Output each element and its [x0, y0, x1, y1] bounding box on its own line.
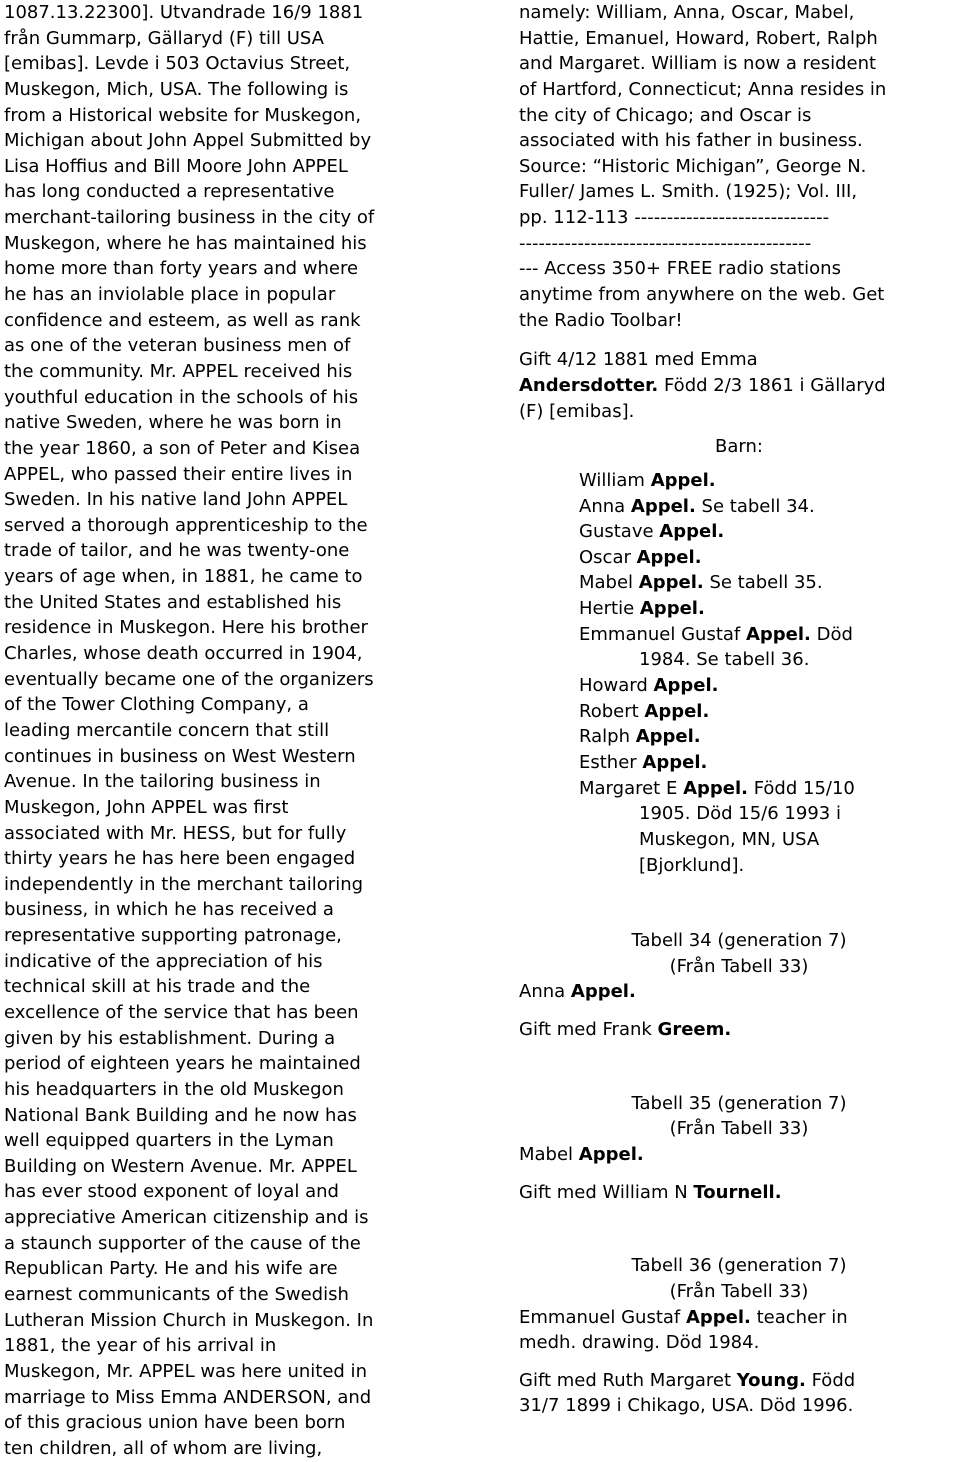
- text-line: Michigan about John Appel Submitted by: [4, 130, 372, 152]
- text-line: the Radio Toolbar!: [519, 309, 683, 331]
- text-line: years of age when, in 1881, he came to: [4, 566, 363, 588]
- child-first-name: Gustave: [579, 521, 660, 543]
- child-surname: Appel.: [638, 572, 704, 594]
- text-line: technical skill at his trade and the: [4, 976, 311, 998]
- spouse-surname: Young.: [736, 1369, 806, 1391]
- marriage-line-3: (F) [emibas].: [519, 400, 635, 422]
- table-marriage: [519, 1368, 959, 1394]
- text-line: eventually became one of the organizers: [4, 668, 374, 690]
- table-person: [519, 979, 959, 1005]
- text-line: 1087.13.22300]. Utvandrade 16/9 1881: [4, 2, 364, 23]
- text-line: Lutheran Mission Church in Muskegon. In: [4, 1309, 374, 1331]
- text-line: Sweden. In his native land John APPEL: [4, 489, 348, 511]
- child-surname: Appel.: [642, 751, 708, 773]
- text-line: well equipped quarters in the Lyman: [4, 1130, 334, 1152]
- child-entry: [519, 596, 959, 622]
- text-line: the city of Chicago; and Oscar is: [519, 104, 812, 126]
- text-line: independently in the merchant tailoring: [4, 873, 364, 895]
- text-line: namely: William, Anna, Oscar, Mabel,: [519, 2, 855, 23]
- child-first-name: Howard: [579, 675, 654, 697]
- text-line: Building on Western Avenue. Mr. APPEL: [4, 1155, 357, 1177]
- marriage-note-cont: 31/7 1899 i Chikago, USA. Död 1996.: [519, 1395, 854, 1417]
- child-surname: Appel.: [644, 700, 710, 722]
- child-entry: [519, 699, 959, 725]
- text-line: has long conducted a representative: [4, 181, 335, 203]
- marriage-record: [519, 347, 959, 424]
- table-marriage: [519, 1017, 959, 1043]
- person-first-name: Anna: [519, 981, 571, 1003]
- text-line: [emibas]. Levde i 503 Octavius Street,: [4, 53, 351, 75]
- text-line: the United States and established his: [4, 591, 342, 613]
- text-line: appreciative American citizenship and is: [4, 1207, 369, 1229]
- text-line: Muskegon, John APPEL was first: [4, 796, 289, 818]
- text-line: he has an inviolable place in popular: [4, 284, 336, 306]
- text-line: the year 1860, a son of Peter and Kisea: [4, 437, 361, 459]
- text-line: served a thorough apprenticeship to the: [4, 514, 368, 536]
- child-first-name: Margaret E: [579, 777, 684, 799]
- table-title: Tabell 36 (generation 7): [631, 1255, 847, 1277]
- text-line: has ever stood exponent of loyal and: [4, 1181, 339, 1203]
- person-surname: Appel.: [685, 1306, 751, 1328]
- text-line: representative supporting patronage,: [4, 925, 342, 947]
- child-first-name: Esther: [579, 751, 643, 773]
- table-block: [519, 1091, 959, 1206]
- child-entry: [519, 545, 959, 571]
- child-note: Född 15/10: [747, 777, 855, 799]
- text-line: earnest communicants of the Swedish: [4, 1284, 349, 1306]
- text-line: of this gracious union have been born: [4, 1412, 346, 1434]
- marriage-note: Född: [805, 1369, 856, 1391]
- text-line: anytime from anywhere on the web. Get: [519, 284, 885, 306]
- text-line: indicative of the appreciation of his: [4, 950, 323, 972]
- person-surname: Appel.: [570, 981, 636, 1003]
- child-entry: [519, 494, 959, 520]
- text-line: excellence of the service that has been: [4, 1001, 359, 1023]
- child-entry: [519, 673, 959, 699]
- text-line: Muskegon, Mr. APPEL was here united in: [4, 1360, 367, 1382]
- children-heading: Barn:: [715, 436, 763, 458]
- text-line: från Gummarp, Gällaryd (F) till USA: [4, 27, 324, 49]
- text-line: merchant-tailoring business in the city of: [4, 207, 375, 229]
- text-line: period of eighteen years he maintained: [4, 1053, 361, 1075]
- child-first-name: Oscar: [579, 546, 637, 568]
- child-surname: Appel.: [630, 495, 696, 517]
- text-line: a staunch supporter of the cause of the: [4, 1232, 361, 1254]
- children-list: [519, 468, 959, 878]
- text-line: APPEL, who passed their entire lives in: [4, 463, 353, 485]
- child-first-name: Ralph: [579, 726, 636, 748]
- text-line: trade of tailor, and he was twenty-one: [4, 540, 350, 562]
- text-line: Muskegon, where he has maintained his: [4, 232, 367, 254]
- child-note-cont: Muskegon, MN, USA: [639, 828, 820, 850]
- table-from: (Från Tabell 33): [669, 1280, 809, 1302]
- spouse-name: Andersdotter.: [519, 374, 659, 396]
- child-surname: Appel.: [653, 675, 719, 697]
- text-line: Avenue. In the tailoring business in: [4, 771, 321, 793]
- text-line: 1881, the year of his arrival in: [4, 1335, 277, 1357]
- person-first-name: Emmanuel Gustaf: [519, 1306, 686, 1328]
- text-line: thirty years he has here been engaged: [4, 848, 356, 870]
- child-surname: Appel.: [683, 777, 748, 799]
- table-from: (Från Tabell 33): [669, 955, 809, 977]
- table-from: (Från Tabell 33): [669, 1118, 809, 1140]
- text-line: and Margaret. William is now a resident: [519, 53, 877, 75]
- text-line: given by his establishment. During a: [4, 1027, 336, 1049]
- marriage-line-1: Gift 4/12 1881 med Emma: [519, 349, 758, 371]
- child-entry: [519, 468, 959, 494]
- text-line: native Sweden, where he was born in: [4, 412, 342, 434]
- child-entry: [519, 519, 959, 545]
- text-line: as one of the veteran business men of: [4, 335, 351, 357]
- child-surname: Appel.: [650, 469, 716, 491]
- child-first-name: Mabel: [579, 572, 639, 594]
- biography-continuation: [519, 0, 959, 333]
- text-line: Charles, whose death occurred in 1904,: [4, 643, 363, 665]
- child-first-name: Robert: [579, 700, 645, 722]
- text-line: associated with his father in business.: [519, 130, 863, 152]
- text-line: ten children, all of whom are living,: [4, 1437, 323, 1459]
- text-line: Muskegon, Mich, USA. The following is: [4, 78, 349, 100]
- child-surname: Appel.: [639, 598, 705, 620]
- table-block: [519, 1253, 959, 1419]
- text-line: National Bank Building and he now has: [4, 1104, 357, 1126]
- marriage-prefix: Gift med Ruth Margaret: [519, 1369, 737, 1391]
- text-line: Source: “Historic Michigan”, George N.: [519, 155, 867, 177]
- text-line: the community. Mr. APPEL received his: [4, 360, 353, 382]
- spouse-surname: Greem.: [657, 1019, 732, 1041]
- child-entry: [519, 622, 959, 648]
- tables-section: [519, 878, 959, 1419]
- text-line: youthful education in the schools of his: [4, 386, 359, 408]
- marriage-prefix: Gift med Frank: [519, 1019, 658, 1041]
- child-entry: [519, 750, 959, 776]
- child-note: Se tabell 35.: [703, 572, 823, 594]
- child-note: Se tabell 34.: [695, 495, 815, 517]
- text-line: from a Historical website for Muskegon,: [4, 104, 362, 126]
- text-line: ---------------------------------------------: [519, 232, 812, 254]
- table-marriage: [519, 1180, 959, 1206]
- marriage-prefix: Gift med William N: [519, 1181, 694, 1203]
- text-line: of Hartford, Connecticut; Anna resides in: [519, 78, 887, 100]
- marriage-line-2: Andersdotter. Född 2/3 1861 i Gällaryd: [519, 374, 886, 396]
- text-line: --- Access 350+ FREE radio stations: [519, 258, 841, 280]
- text-line: Fuller/ James L. Smith. (1925); Vol. III,: [519, 181, 858, 203]
- table-person: [519, 1142, 959, 1168]
- text-line: business, in which he has received a: [4, 899, 334, 921]
- text-line: marriage to Miss Emma ANDERSON, and: [4, 1386, 372, 1408]
- text-line: pp. 112-113 ------------------------------: [519, 207, 830, 229]
- text-line: Lisa Hoffius and Bill Moore John APPEL: [4, 155, 348, 177]
- child-entry: [519, 724, 959, 750]
- text-line: Republican Party. He and his wife are: [4, 1258, 338, 1280]
- child-first-name: William: [579, 469, 651, 491]
- person-note-cont: medh. drawing. Död 1984.: [519, 1332, 760, 1354]
- table-person: [519, 1305, 959, 1331]
- child-surname: Appel.: [636, 546, 702, 568]
- right-column: [519, 0, 959, 1419]
- child-first-name: Anna: [579, 495, 631, 517]
- table-block: [519, 928, 959, 1043]
- text-line: home more than forty years and where: [4, 258, 359, 280]
- person-first-name: Mabel: [519, 1143, 579, 1165]
- text-line: associated with Mr. HESS, but for fully: [4, 822, 347, 844]
- child-note-cont: [Bjorklund].: [639, 854, 745, 876]
- table-title: Tabell 34 (generation 7): [631, 930, 847, 952]
- child-surname: Appel.: [745, 623, 811, 645]
- left-column-text: [4, 0, 476, 1462]
- person-note: teacher in: [750, 1306, 848, 1328]
- text-line: his headquarters in the old Muskegon: [4, 1078, 344, 1100]
- spouse-surname: Tournell.: [693, 1181, 782, 1203]
- child-first-name: Emmanuel Gustaf: [579, 623, 746, 645]
- text-line: residence in Muskegon. Here his brother: [4, 617, 368, 639]
- child-note-cont: 1984. Se tabell 36.: [639, 649, 810, 671]
- child-first-name: Hertie: [579, 598, 640, 620]
- child-entry: [519, 776, 959, 802]
- person-surname: Appel.: [578, 1143, 644, 1165]
- child-entry: [519, 570, 959, 596]
- text-line: continues in business on West Western: [4, 745, 356, 767]
- text-line: of the Tower Clothing Company, a: [4, 694, 309, 716]
- child-surname: Appel.: [659, 521, 725, 543]
- child-surname: Appel.: [635, 726, 701, 748]
- child-note-cont: 1905. Död 15/6 1993 i: [639, 803, 841, 825]
- text-line: confidence and esteem, as well as rank: [4, 309, 361, 331]
- child-note: Död: [810, 623, 853, 645]
- table-title: Tabell 35 (generation 7): [631, 1092, 847, 1114]
- text-line: leading mercantile concern that still: [4, 719, 330, 741]
- text-line: Hattie, Emanuel, Howard, Robert, Ralph: [519, 27, 878, 49]
